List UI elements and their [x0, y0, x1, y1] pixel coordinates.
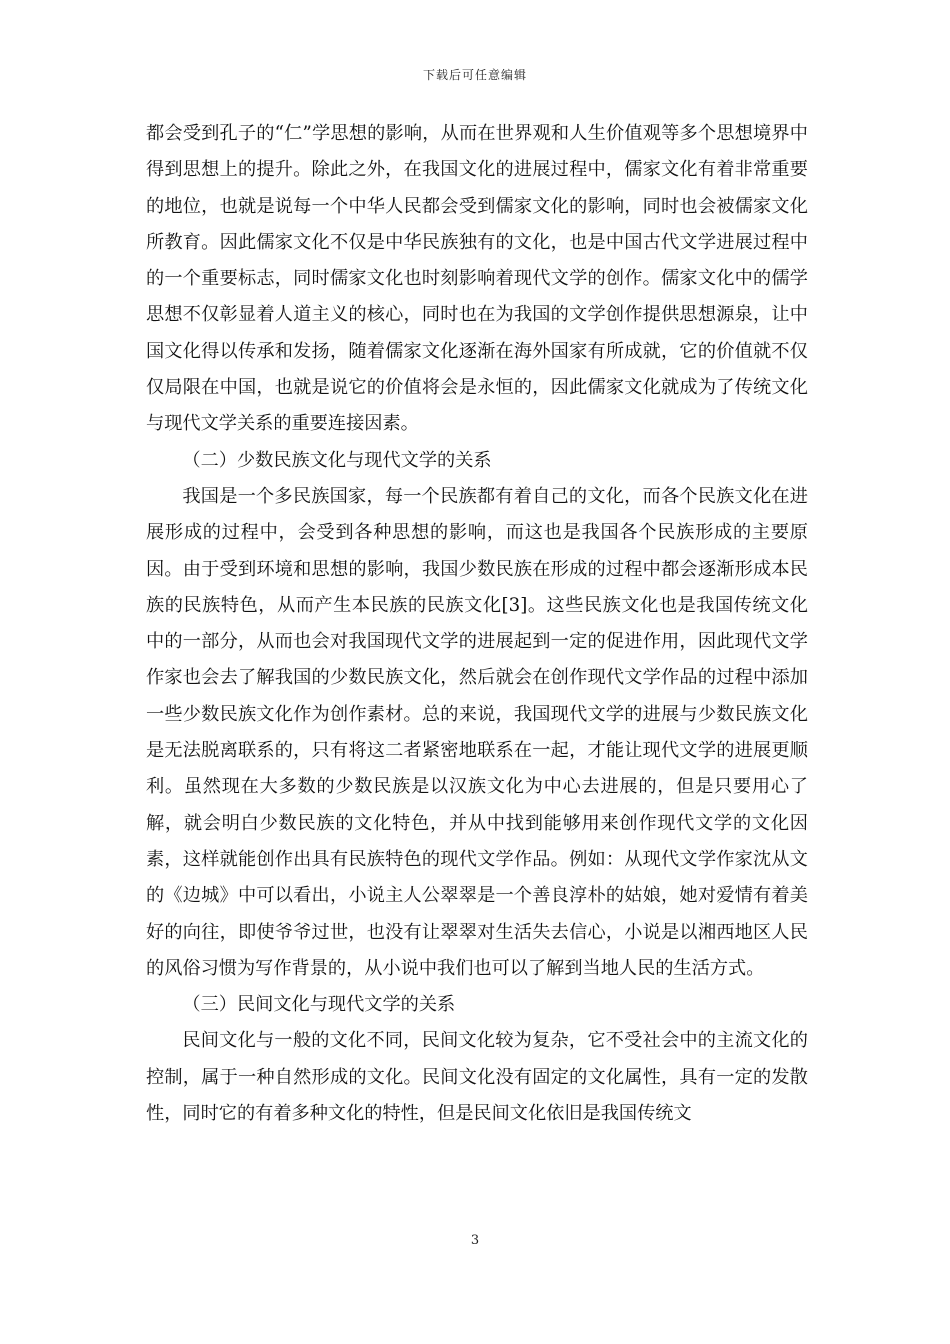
paragraph-minority-culture: 我国是一个多民族国家，每一个民族都有着自己的文化，而各个民族文化在进展形成的过程中，会受到各种思想的影响，而这也是我国各个民族形成的主要原因。由于受到环境和思想的影响，我国少数民族在形成的过程中都会逐渐形成本民族的民族特色，从而产生本民族的民族文化[3]。这些民族文化也是我国传统文化中的一部分，从而也会对我国现代文学的进展起到一定的促进作用，因此现代文学作家也会去了解我国的少数民族文化，然后就会在创作现代文学作品的过程中添加一些少数民族文化作为创作素材。总的来说，我国现代文学的进展与少数民族文化是无法脱离联系的，只有将这二者紧密地联系在一起，才能让现代文学的进展更顺利。虽然现在大多数的少数民族是以汉族文化为中心去进展的，但是只要用心了解，就会明白少数民族的文化特色，并从中找到能够用来创作现代文学的文化因素，这样就能创作出具有民族特色的现代文学作品。例如：从现代文学作家沈从文的《边城》中可以看出，小说主人公翠翠是一个善良淳朴的姑娘，她对爱情有着美好的向往，即使爷爷过世，也没有让翠翠对生活失去信心，小说是以湘西地区人民的风俗习惯为写作背景的，从小说中我们也可以了解到当地人民的生活方式。: [146, 485, 808, 979]
section-heading-folk-culture: （三）民间文化与现代文学的关系: [182, 994, 456, 1016]
document-body: [146, 116, 808, 1132]
paragraph-confucian-culture: 都会受到孔子的“仁”学思想的影响，从而在世界观和人生价值观等多个思想境界中得到思想上的提升。除此之外，在我国文化的进展过程中，儒家文化有着非常重要的地位，也就是说每一个中华人民都会受到儒家文化的影响，同时也会被儒家文化所教育。因此儒家文化不仅是中华民族独有的文化，也是中国古代文学进展过程中的一个重要标志，同时儒家文化也时刻影响着现代文学的创作。儒家文化中的儒学思想不仅彰显着人道主义的核心，同时也在为我国的文学创作提供思想源泉，让中国文化得以传承和发扬，随着儒家文化逐渐在海外国家有所成就，它的价值就不仅仅局限在中国，也就是说它的价值将会是永恒的，因此儒家文化就成为了传统文化与现代文学关系的重要连接因素。: [146, 123, 808, 435]
page-header: 下载后可任意编辑: [422, 68, 527, 82]
section-heading-minority-culture: （二）少数民族文化与现代文学的关系: [182, 449, 492, 471]
page-number: 3: [470, 1233, 480, 1248]
paragraph-folk-culture: 民间文化与一般的文化不同，民间文化较为复杂，它不受社会中的主流文化的控制，属于一种自然形成的文化。民间文化没有固定的文化属性，具有一定的发散性，同时它的有着多种文化的特性，但是民间文化依旧是我国传统文: [146, 1030, 808, 1125]
